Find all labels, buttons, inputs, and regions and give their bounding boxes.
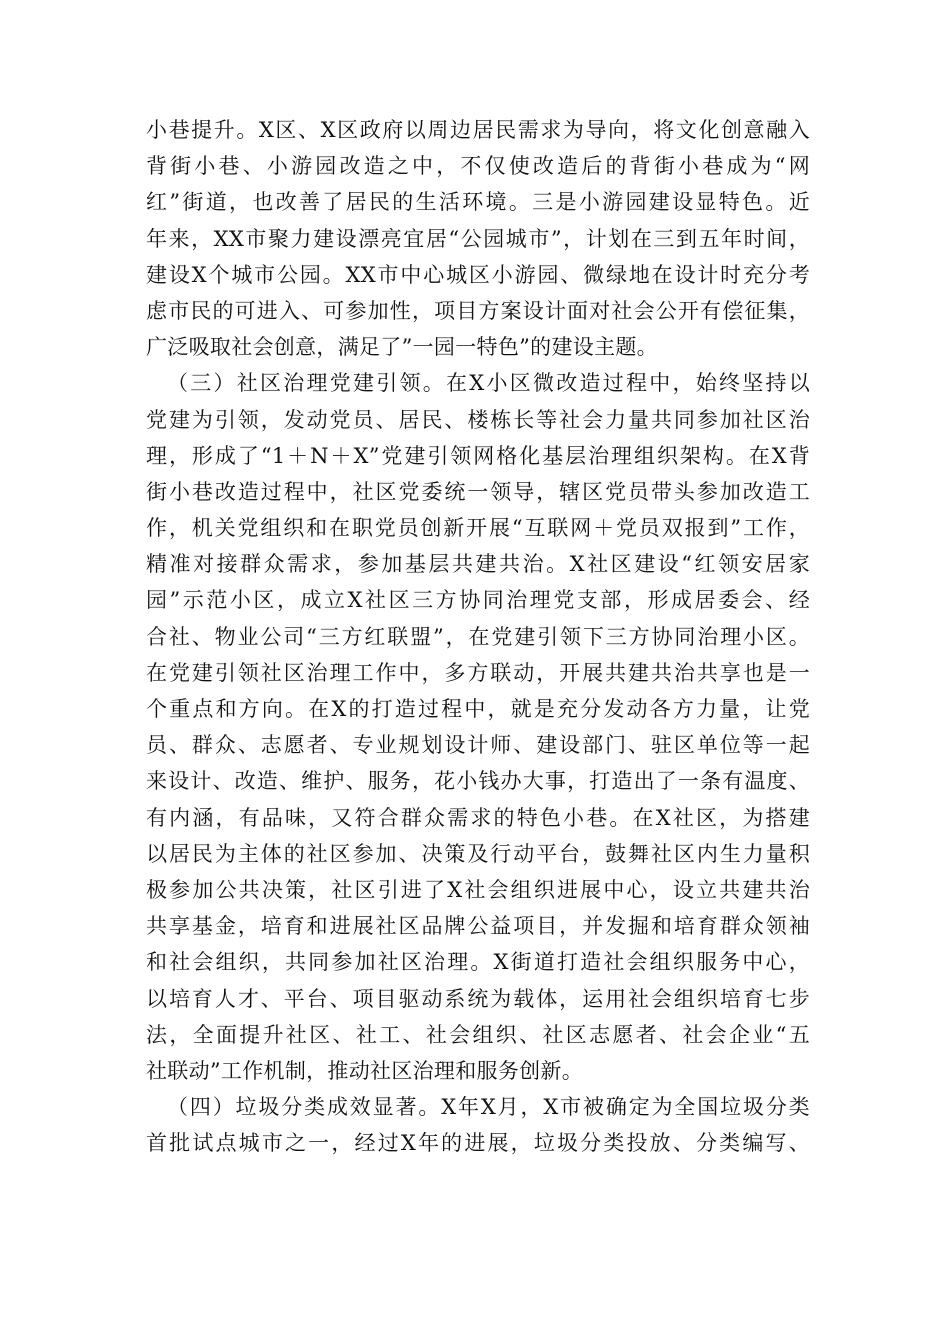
text-line: 园”示范小区，成立X社区三方协同治理党支部，形成居委会、经 [146,588,810,613]
text-line: 有内涵，有品味，又符合群众需求的特色小巷。在X社区，为搭建 [146,805,810,830]
text-line: 广泛吸取社会创意，满足了”一园一特色”的建设主题。 [146,335,658,360]
text-line: 虑市民的可进入、可参加性，项目方案设计面对社会公开有偿征集， [146,298,810,323]
text-line: 小巷提升。X区、X区政府以周边居民需求为导向，将文化创意融入 [146,118,810,142]
text-line: 来设计、改造、维护、服务，花小钱办大事，打造出了一条有温度、 [146,769,810,794]
text-line: 作，机关党组织和在职党员创新开展“互联网＋党员双报到”工作， [146,516,810,541]
text-line: 红”街道，也改善了居民的生活环境。三是小游园建设显特色。近 [146,190,810,215]
paragraph-heading-line: （四）垃圾分类成效显著。X年X月，X市被确定为全国垃圾分类 [167,1095,810,1120]
text-line: 以培育人才、平台、项目驱动系统为载体，运用社会组织培育七步 [146,986,810,1011]
text-line: 以居民为主体的社区参加、决策及行动平台，鼓舞社区内生力量积 [146,841,810,866]
text-line: 首批试点城市之一，经过X年的进展，垃圾分类投放、分类编写、 [146,1131,810,1156]
text-line: 理，形成了“1＋N＋X”党建引领网格化基层治理组织架构。在X背 [146,443,810,468]
text-line: 法，全面提升社区、社工、社会组织、社区志愿者、社会企业“五 [146,1022,810,1047]
text-line: 精准对接群众需求，参加基层共建共治。X社区建设“红领安居家 [146,552,810,577]
text-line: 背街小巷、小游园改造之中，不仅使改造后的背街小巷成为“网 [146,154,810,179]
text-line: 和社会组织，共同参加社区治理。X街道打造社会组织服务中心， [146,950,810,975]
text-line: 建设X个城市公园。XX市中心城区小游园、微绿地在设计时充分考 [146,262,810,287]
text-line: 个重点和方向。在X的打造过程中，就是充分发动各方力量，让党 [146,697,810,721]
text-line: 年来，XX市聚力建设漂亮宜居“公园城市”，计划在三到五年时间， [146,226,810,251]
paragraph-heading-line: （三）社区治理党建引领。在X小区微改造过程中，始终坚持以 [167,371,810,396]
text-line: 街小巷改造过程中，社区党委统一领导，辖区党员带头参加改造工 [146,479,810,504]
text-line: 社联动”工作机制，推动社区治理和服务创新。 [146,1058,584,1083]
text-line: 党建为引领，发动党员、居民、楼栋长等社会力量共同参加社区治 [146,407,810,432]
document-body-text [146,112,810,1161]
text-line: 在党建引领社区治理工作中，多方联动，开展共建共治共享也是一 [146,660,810,685]
text-line: 员、群众、志愿者、专业规划设计师、建设部门、驻区单位等一起 [146,733,810,758]
text-line: 合社、物业公司“三方红联盟”，在党建引领下三方协同治理小区。 [146,624,810,649]
text-line: 共享基金，培育和进展社区品牌公益项目，并发掘和培育群众领袖 [146,914,810,939]
text-line: 极参加公共决策，社区引进了X社会组织进展中心，设立共建共治 [146,877,810,902]
